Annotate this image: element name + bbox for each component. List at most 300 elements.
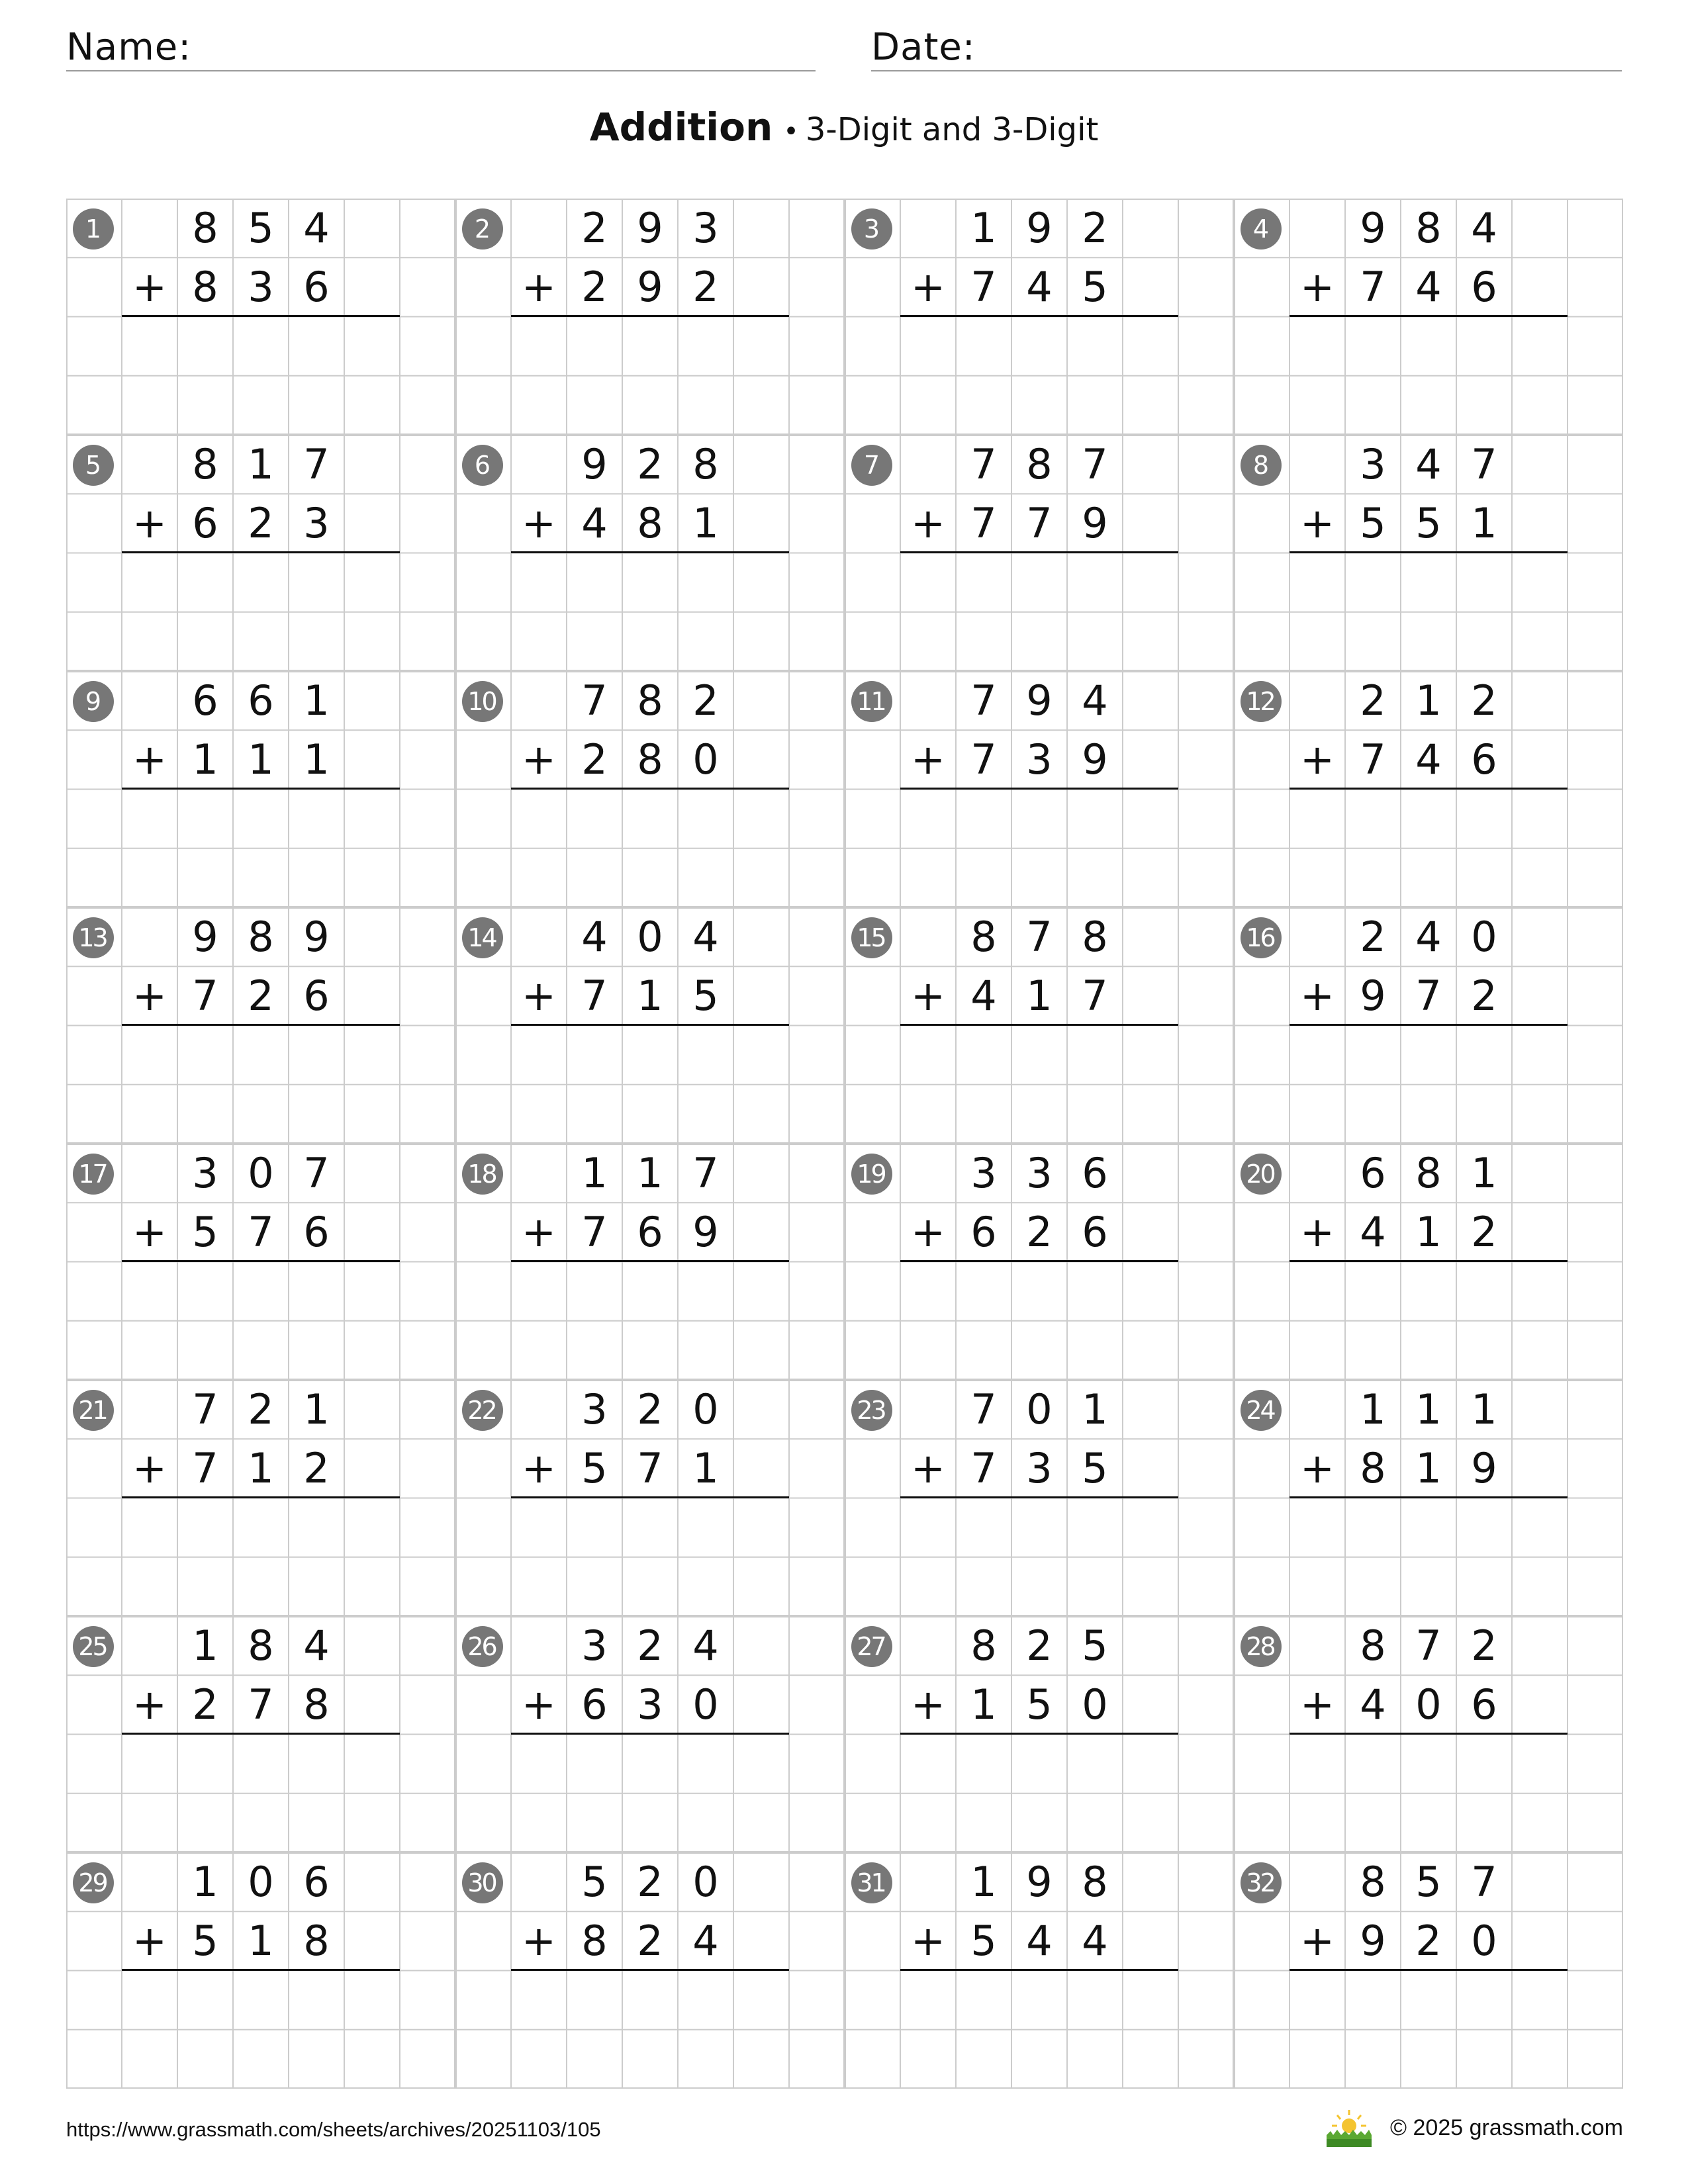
addend-top-digit: 1 — [303, 1385, 330, 1433]
title-subtitle: 3-Digit and 3-Digit — [805, 111, 1099, 148]
addend-bottom-digit: 6 — [581, 1680, 608, 1729]
addend-bottom-digit: 5 — [1026, 1680, 1053, 1729]
addend-bottom-digit: 6 — [1471, 735, 1497, 784]
sum-underline — [122, 788, 400, 790]
addend-top-digit: 0 — [692, 1858, 719, 1906]
addend-bottom-digit: 7 — [192, 972, 218, 1020]
sum-underline — [122, 1969, 400, 1971]
addition-problem — [455, 1852, 845, 2089]
addend-bottom-digit: 7 — [192, 1444, 218, 1492]
addend-top-digit: 2 — [581, 204, 608, 252]
problem-number-badge: 29 — [73, 1862, 114, 1903]
addend-bottom-digit: 7 — [1082, 972, 1108, 1020]
addend-bottom-digit: 7 — [970, 263, 997, 311]
addend-top-digit: 3 — [692, 204, 719, 252]
addend-bottom-digit: 0 — [1471, 1917, 1497, 1965]
addition-problem — [66, 671, 455, 907]
addend-top-digit: 2 — [637, 1385, 663, 1433]
problem-number-badge: 31 — [851, 1862, 892, 1903]
addend-top-digit: 4 — [692, 913, 719, 961]
addend-top-digit: 2 — [1026, 1621, 1053, 1670]
plus-sign: + — [1300, 735, 1335, 784]
addend-bottom-digit: 8 — [192, 263, 218, 311]
problem-number-badge: 1 — [73, 208, 114, 250]
addend-top-digit: 8 — [248, 913, 274, 961]
addend-top-digit: 6 — [1360, 1149, 1386, 1197]
addend-top-digit: 6 — [192, 676, 218, 725]
problem-number-badge: 10 — [462, 681, 503, 722]
sum-underline — [1289, 1260, 1568, 1262]
addend-bottom-digit: 9 — [1360, 1917, 1386, 1965]
addend-top-digit: 4 — [1471, 204, 1497, 252]
addend-top-digit: 1 — [1471, 1385, 1497, 1433]
sum-underline — [900, 1733, 1178, 1735]
problem-number-badge: 2 — [462, 208, 503, 250]
addition-problem — [455, 1144, 845, 1380]
addend-bottom-digit: 1 — [692, 1444, 719, 1492]
plus-sign: + — [522, 972, 556, 1020]
addend-bottom-digit: 2 — [1471, 972, 1497, 1020]
sum-underline — [1289, 1733, 1568, 1735]
addend-top-digit: 2 — [1360, 913, 1386, 961]
addend-top-digit: 8 — [1082, 913, 1108, 961]
addend-bottom-digit: 2 — [1026, 1208, 1053, 1256]
addend-top-digit: 3 — [970, 1149, 997, 1197]
addend-top-digit: 0 — [1471, 913, 1497, 961]
addend-bottom-digit: 1 — [637, 972, 663, 1020]
sum-underline — [1289, 1024, 1568, 1026]
addend-bottom-digit: 8 — [303, 1680, 330, 1729]
addend-bottom-digit: 3 — [1026, 1444, 1053, 1492]
addend-top-digit: 0 — [248, 1149, 274, 1197]
addend-bottom-digit: 8 — [637, 499, 663, 547]
plus-sign: + — [1300, 972, 1335, 1020]
addend-bottom-digit: 9 — [1082, 735, 1108, 784]
plus-sign: + — [911, 1444, 945, 1492]
addend-top-digit: 2 — [1471, 1621, 1497, 1670]
addend-top-digit: 9 — [637, 204, 663, 252]
addend-top-digit: 9 — [1360, 204, 1386, 252]
plus-sign: + — [522, 735, 556, 784]
problem-number-badge: 19 — [851, 1154, 892, 1195]
addend-bottom-digit: 2 — [581, 263, 608, 311]
problem-number-badge: 13 — [73, 917, 114, 958]
addend-bottom-digit: 4 — [1415, 735, 1442, 784]
plus-sign: + — [522, 1917, 556, 1965]
problem-number-badge: 26 — [462, 1626, 503, 1667]
plus-sign: + — [1300, 1680, 1335, 1729]
plus-sign: + — [911, 1680, 945, 1729]
plus-sign: + — [132, 1444, 167, 1492]
addend-bottom-digit: 2 — [303, 1444, 330, 1492]
addend-bottom-digit: 4 — [581, 499, 608, 547]
problem-number-badge: 4 — [1241, 208, 1282, 250]
addend-bottom-digit: 1 — [1415, 1208, 1442, 1256]
addition-problem — [1234, 907, 1623, 1144]
plus-sign: + — [522, 1444, 556, 1492]
addend-bottom-digit: 1 — [248, 1917, 274, 1965]
sum-underline — [511, 788, 789, 790]
addend-top-digit: 7 — [303, 440, 330, 488]
plus-sign: + — [522, 1208, 556, 1256]
problem-number-badge: 12 — [1241, 681, 1282, 722]
addition-problem — [66, 435, 455, 671]
title-main: Addition — [589, 105, 773, 150]
addition-problem — [455, 435, 845, 671]
problem-number-badge: 27 — [851, 1626, 892, 1667]
sum-underline — [900, 551, 1178, 553]
addend-top-digit: 7 — [1026, 913, 1053, 961]
problem-number-badge: 24 — [1241, 1390, 1282, 1431]
addend-bottom-digit: 2 — [248, 499, 274, 547]
sum-underline — [900, 1496, 1178, 1498]
addend-top-digit: 7 — [192, 1385, 218, 1433]
problem-number-badge: 16 — [1241, 917, 1282, 958]
addend-bottom-digit: 2 — [692, 263, 719, 311]
problem-number-badge: 15 — [851, 917, 892, 958]
plus-sign: + — [911, 972, 945, 1020]
grass-sun-logo-icon — [1324, 2106, 1374, 2148]
addend-top-digit: 1 — [303, 676, 330, 725]
plus-sign: + — [911, 735, 945, 784]
addend-bottom-digit: 6 — [970, 1208, 997, 1256]
plus-sign: + — [132, 735, 167, 784]
addition-problem — [66, 1144, 455, 1380]
addend-top-digit: 3 — [192, 1149, 218, 1197]
addend-bottom-digit: 1 — [248, 1444, 274, 1492]
addition-problem — [66, 1616, 455, 1852]
addend-bottom-digit: 4 — [692, 1917, 719, 1965]
addend-bottom-digit: 9 — [1360, 972, 1386, 1020]
addend-bottom-digit: 2 — [581, 735, 608, 784]
addition-problem — [1234, 1852, 1623, 2089]
addend-top-digit: 2 — [1471, 676, 1497, 725]
addend-bottom-digit: 1 — [1415, 1444, 1442, 1492]
addend-bottom-digit: 5 — [192, 1917, 218, 1965]
addend-bottom-digit: 6 — [303, 972, 330, 1020]
addend-bottom-digit: 4 — [1360, 1680, 1386, 1729]
sum-underline — [900, 1024, 1178, 1026]
plus-sign: + — [132, 1680, 167, 1729]
sum-underline — [1289, 1969, 1568, 1971]
addend-top-digit: 7 — [1082, 440, 1108, 488]
addend-bottom-digit: 7 — [1360, 263, 1386, 311]
addend-top-digit: 8 — [970, 1621, 997, 1670]
addition-problem — [66, 907, 455, 1144]
addend-top-digit: 4 — [692, 1621, 719, 1670]
addend-bottom-digit: 6 — [1082, 1208, 1108, 1256]
addition-problem — [66, 199, 455, 435]
addend-top-digit: 8 — [1415, 1149, 1442, 1197]
addend-top-digit: 8 — [637, 676, 663, 725]
addend-bottom-digit: 7 — [581, 972, 608, 1020]
problem-number-badge: 9 — [73, 681, 114, 722]
addition-problem — [455, 1616, 845, 1852]
addend-top-digit: 7 — [581, 676, 608, 725]
addend-top-digit: 2 — [248, 1385, 274, 1433]
addend-top-digit: 7 — [692, 1149, 719, 1197]
addend-top-digit: 0 — [1026, 1385, 1053, 1433]
addition-problem — [845, 671, 1234, 907]
footer-url: https://www.grassmath.com/sheets/archives/20251103/105 — [66, 2118, 601, 2141]
addition-problem — [845, 1616, 1234, 1852]
addend-top-digit: 3 — [1026, 1149, 1053, 1197]
addend-top-digit: 8 — [248, 1621, 274, 1670]
addend-top-digit: 2 — [692, 676, 719, 725]
addend-top-digit: 2 — [637, 1858, 663, 1906]
addend-bottom-digit: 0 — [692, 1680, 719, 1729]
addend-top-digit: 9 — [1026, 1858, 1053, 1906]
problem-number-badge: 21 — [73, 1390, 114, 1431]
addend-bottom-digit: 6 — [303, 1208, 330, 1256]
addend-top-digit: 8 — [1082, 1858, 1108, 1906]
addend-bottom-digit: 3 — [637, 1680, 663, 1729]
addend-top-digit: 9 — [303, 913, 330, 961]
sum-underline — [900, 1969, 1178, 1971]
addend-top-digit: 1 — [970, 204, 997, 252]
problem-number-badge: 8 — [1241, 445, 1282, 486]
addend-bottom-digit: 9 — [1471, 1444, 1497, 1492]
addend-bottom-digit: 4 — [1026, 263, 1053, 311]
addend-top-digit: 8 — [1360, 1858, 1386, 1906]
sum-underline — [122, 315, 400, 317]
sum-underline — [122, 1260, 400, 1262]
problem-number-badge: 22 — [462, 1390, 503, 1431]
addend-top-digit: 5 — [1415, 1858, 1442, 1906]
addend-bottom-digit: 2 — [1415, 1917, 1442, 1965]
addition-problem — [66, 1380, 455, 1616]
addend-top-digit: 8 — [192, 204, 218, 252]
addend-bottom-digit: 7 — [248, 1208, 274, 1256]
addend-bottom-digit: 7 — [1026, 499, 1053, 547]
addend-top-digit: 4 — [303, 204, 330, 252]
problem-number-badge: 28 — [1241, 1626, 1282, 1667]
addend-bottom-digit: 3 — [303, 499, 330, 547]
addend-top-digit: 1 — [637, 1149, 663, 1197]
addend-top-digit: 3 — [581, 1385, 608, 1433]
addend-top-digit: 5 — [581, 1858, 608, 1906]
addition-problem — [455, 199, 845, 435]
plus-sign: + — [1300, 499, 1335, 547]
addend-bottom-digit: 5 — [692, 972, 719, 1020]
addend-bottom-digit: 9 — [692, 1208, 719, 1256]
sum-underline — [511, 315, 789, 317]
addition-problem — [1234, 1380, 1623, 1616]
addend-bottom-digit: 3 — [248, 263, 274, 311]
addition-problem — [845, 1852, 1234, 2089]
addend-top-digit: 8 — [1360, 1621, 1386, 1670]
addend-bottom-digit: 7 — [1415, 972, 1442, 1020]
sum-underline — [511, 1733, 789, 1735]
addend-bottom-digit: 8 — [581, 1917, 608, 1965]
addend-bottom-digit: 8 — [303, 1917, 330, 1965]
plus-sign: + — [132, 499, 167, 547]
addend-bottom-digit: 4 — [1082, 1917, 1108, 1965]
plus-sign: + — [522, 263, 556, 311]
sum-underline — [1289, 788, 1568, 790]
plus-sign: + — [1300, 1917, 1335, 1965]
addend-top-digit: 7 — [970, 1385, 997, 1433]
addend-top-digit: 2 — [1082, 204, 1108, 252]
problem-number-badge: 14 — [462, 917, 503, 958]
sum-underline — [122, 1024, 400, 1026]
addition-problem — [66, 1852, 455, 2089]
addition-problem — [455, 907, 845, 1144]
footer-copyright: © 2025 grassmath.com — [1390, 2115, 1623, 2140]
problem-number-badge: 20 — [1241, 1154, 1282, 1195]
addend-top-digit: 1 — [1471, 1149, 1497, 1197]
sum-underline — [511, 1024, 789, 1026]
addend-top-digit: 7 — [1471, 440, 1497, 488]
addend-bottom-digit: 4 — [970, 972, 997, 1020]
addend-top-digit: 0 — [692, 1385, 719, 1433]
addend-bottom-digit: 7 — [970, 735, 997, 784]
addend-top-digit: 1 — [192, 1858, 218, 1906]
addition-problem — [1234, 671, 1623, 907]
problem-number-badge: 30 — [462, 1862, 503, 1903]
addend-bottom-digit: 0 — [1082, 1680, 1108, 1729]
addend-bottom-digit: 8 — [1360, 1444, 1386, 1492]
addend-top-digit: 7 — [970, 676, 997, 725]
addend-bottom-digit: 7 — [248, 1680, 274, 1729]
problem-number-badge: 23 — [851, 1390, 892, 1431]
addend-bottom-digit: 1 — [248, 735, 274, 784]
addition-problem — [1234, 1144, 1623, 1380]
plus-sign: + — [522, 499, 556, 547]
plus-sign: + — [132, 1917, 167, 1965]
sum-underline — [900, 788, 1178, 790]
plus-sign: + — [1300, 1208, 1335, 1256]
plus-sign: + — [1300, 1444, 1335, 1492]
addend-bottom-digit: 0 — [692, 735, 719, 784]
addend-bottom-digit: 1 — [970, 1680, 997, 1729]
addition-problem — [845, 199, 1234, 435]
sum-underline — [1289, 315, 1568, 317]
addend-top-digit: 1 — [1082, 1385, 1108, 1433]
problem-number-badge: 11 — [851, 681, 892, 722]
sum-underline — [511, 551, 789, 553]
addend-bottom-digit: 5 — [1415, 499, 1442, 547]
addend-top-digit: 4 — [303, 1621, 330, 1670]
addend-top-digit: 0 — [637, 913, 663, 961]
addend-bottom-digit: 7 — [1360, 735, 1386, 784]
addend-top-digit: 7 — [1471, 1858, 1497, 1906]
addend-bottom-digit: 5 — [581, 1444, 608, 1492]
worksheet-title — [0, 105, 1688, 150]
addend-top-digit: 1 — [1415, 1385, 1442, 1433]
addend-bottom-digit: 6 — [303, 263, 330, 311]
addend-bottom-digit: 9 — [637, 263, 663, 311]
title-bullet: • — [783, 116, 799, 147]
addend-bottom-digit: 5 — [1082, 1444, 1108, 1492]
addend-bottom-digit: 2 — [1471, 1208, 1497, 1256]
addition-problem — [1234, 199, 1623, 435]
addend-top-digit: 4 — [1415, 913, 1442, 961]
addend-top-digit: 1 — [248, 440, 274, 488]
addition-problem — [845, 1144, 1234, 1380]
addition-problem — [845, 907, 1234, 1144]
addend-bottom-digit: 1 — [1026, 972, 1053, 1020]
addend-bottom-digit: 1 — [1471, 499, 1497, 547]
addend-top-digit: 1 — [1415, 676, 1442, 725]
sum-underline — [122, 1733, 400, 1735]
plus-sign: + — [132, 1208, 167, 1256]
addition-problem — [455, 671, 845, 907]
addend-bottom-digit: 1 — [692, 499, 719, 547]
addend-top-digit: 1 — [970, 1858, 997, 1906]
addend-bottom-digit: 6 — [192, 499, 218, 547]
addend-bottom-digit: 7 — [581, 1208, 608, 1256]
date-field[interactable] — [871, 24, 1622, 71]
addend-top-digit: 4 — [1415, 440, 1442, 488]
addend-top-digit: 2 — [1360, 676, 1386, 725]
addend-bottom-digit: 7 — [970, 499, 997, 547]
addend-bottom-digit: 7 — [637, 1444, 663, 1492]
addend-bottom-digit: 1 — [303, 735, 330, 784]
problem-number-badge: 7 — [851, 445, 892, 486]
name-field[interactable] — [66, 24, 816, 71]
addend-top-digit: 3 — [581, 1621, 608, 1670]
addend-top-digit: 8 — [1415, 204, 1442, 252]
sum-underline — [511, 1260, 789, 1262]
addend-top-digit: 6 — [248, 676, 274, 725]
addend-top-digit: 2 — [637, 1621, 663, 1670]
addend-top-digit: 9 — [1026, 676, 1053, 725]
plus-sign: + — [132, 263, 167, 311]
addend-bottom-digit: 8 — [637, 735, 663, 784]
addend-top-digit: 8 — [192, 440, 218, 488]
addend-top-digit: 8 — [970, 913, 997, 961]
addend-top-digit: 5 — [1082, 1621, 1108, 1670]
date-label: Date: — [871, 26, 976, 69]
addend-top-digit: 7 — [970, 440, 997, 488]
plus-sign: + — [911, 1917, 945, 1965]
addend-top-digit: 1 — [581, 1149, 608, 1197]
problem-number-badge: 5 — [73, 445, 114, 486]
addend-top-digit: 4 — [581, 913, 608, 961]
plus-sign: + — [911, 499, 945, 547]
addend-bottom-digit: 6 — [1471, 263, 1497, 311]
addend-top-digit: 5 — [248, 204, 274, 252]
addend-bottom-digit: 4 — [1415, 263, 1442, 311]
plus-sign: + — [911, 263, 945, 311]
addend-bottom-digit: 3 — [1026, 735, 1053, 784]
addition-problem — [1234, 1616, 1623, 1852]
addend-top-digit: 4 — [1082, 676, 1108, 725]
addend-top-digit: 1 — [192, 1621, 218, 1670]
sum-underline — [1289, 1496, 1568, 1498]
addend-bottom-digit: 5 — [970, 1917, 997, 1965]
sum-underline — [511, 1496, 789, 1498]
addend-top-digit: 9 — [581, 440, 608, 488]
addend-top-digit: 1 — [1360, 1385, 1386, 1433]
addend-bottom-digit: 5 — [1082, 263, 1108, 311]
sum-underline — [900, 1260, 1178, 1262]
addend-bottom-digit: 9 — [1082, 499, 1108, 547]
name-label: Name: — [66, 26, 192, 69]
addend-bottom-digit: 5 — [1360, 499, 1386, 547]
problem-number-badge: 3 — [851, 208, 892, 250]
addition-problem — [1234, 435, 1623, 671]
addition-problem — [455, 1380, 845, 1616]
plus-sign: + — [132, 972, 167, 1020]
addend-top-digit: 6 — [303, 1858, 330, 1906]
addend-bottom-digit: 4 — [1026, 1917, 1053, 1965]
addend-bottom-digit: 2 — [248, 972, 274, 1020]
addend-top-digit: 8 — [1026, 440, 1053, 488]
addend-bottom-digit: 0 — [1415, 1680, 1442, 1729]
addition-problem — [845, 1380, 1234, 1616]
